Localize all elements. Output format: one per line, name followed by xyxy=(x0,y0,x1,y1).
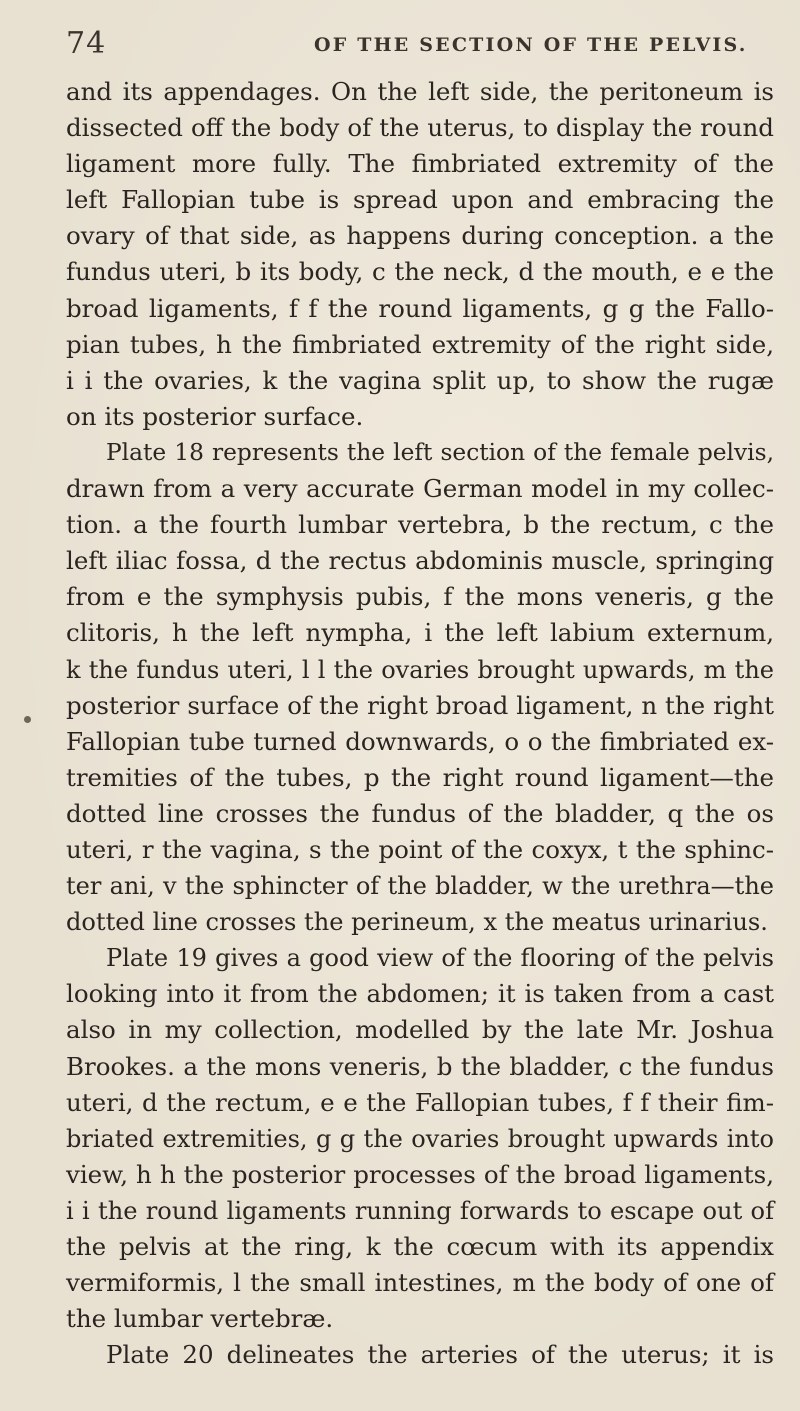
text-line: tion. a the fourth lumbar vertebra, b the rectum, c the xyxy=(66,510,774,540)
text-line: left iliac fossa, d the rectus abdominis muscle, springing xyxy=(66,546,774,576)
text-line: and its appendages. On the left side, the peritoneum is xyxy=(66,77,774,106)
text-line: uteri, d the rectum, e e the Fallopian tubes, f f their fim- xyxy=(66,1087,774,1117)
text-line: Fallopian tube turned downwards, o o the fimbriated ex- xyxy=(66,726,774,756)
text-line: also in my collection, modelled by the late Mr. Joshua xyxy=(66,1015,774,1045)
text-line: the pelvis at the ring, k the cœcum with its appendix xyxy=(66,1232,774,1261)
text-line: tremities of the tubes, p the right round ligament—the xyxy=(66,762,774,792)
text-line: drawn from a very accurate German model in my collec- xyxy=(66,474,774,504)
body-text xyxy=(66,74,774,1373)
text-line: ter ani, v the sphincter of the bladder, w the urethra—the xyxy=(66,872,774,901)
paragraph-start-line: Plate 20 delineates the arteries of the uterus; it is xyxy=(106,1340,774,1370)
page-number: 74 xyxy=(66,26,107,61)
running-head-title: OF THE SECTION OF THE PELVIS. xyxy=(314,34,748,56)
text-line: posterior surface of the right broad ligament, n the right xyxy=(66,690,774,720)
text-line: pian tubes, h the fimbriated extremity of the right side, xyxy=(66,329,774,359)
text-line: briated extremities, g g the ovaries brought upwards into xyxy=(66,1124,774,1153)
text-line: from e the symphysis pubis, f the mons veneris, g the xyxy=(66,582,774,612)
text-line: vermiformis, l the small intestines, m the body of one of xyxy=(66,1268,774,1298)
text-line: broad ligaments, f f the round ligaments, g g the Fallo- xyxy=(66,293,774,323)
text-line: i i the ovaries, k the vagina split up, to show the rugæ xyxy=(66,365,774,395)
running-head xyxy=(66,22,760,62)
text-line: view, h h the posterior processes of the broad ligaments, xyxy=(66,1159,774,1189)
text-line: clitoris, h the left nympha, i the left labium externum, xyxy=(66,618,774,648)
text-line: uteri, r the vagina, s the point of the coxyx, t the sphinc- xyxy=(66,834,774,864)
paragraph-start-line: Plate 18 represents the left section of the female pelvis, xyxy=(106,438,774,466)
text-line: fundus uteri, b its body, c the neck, d the mouth, e e the xyxy=(66,257,774,287)
text-line: dotted line crosses the perineum, x the meatus urinarius. xyxy=(66,908,768,937)
text-line: on its posterior surface. xyxy=(66,401,364,431)
text-line: Brookes. a the mons veneris, b the bladder, c the fundus xyxy=(66,1051,774,1081)
text-line: dissected off the body of the uterus, to display the round xyxy=(66,113,774,143)
text-line: i i the round ligaments running forwards to escape out of xyxy=(66,1196,774,1225)
text-line: the lumbar vertebræ. xyxy=(66,1304,334,1334)
text-line: dotted line crosses the fundus of the bladder, q the os xyxy=(66,798,774,828)
text-line: ligament more fully. The fimbriated extremity of the xyxy=(66,149,774,179)
text-line: looking into it from the abdomen; it is taken from a cast xyxy=(66,979,774,1009)
text-line: ovary of that side, as happens during conception. a the xyxy=(66,221,774,251)
text-line: left Fallopian tube is spread upon and embracing the xyxy=(66,185,774,215)
paragraph-start-line: Plate 19 gives a good view of the flooring of the pelvis xyxy=(106,944,774,973)
paper-speck xyxy=(24,716,31,723)
text-line: k the fundus uteri, l l the ovaries brought upwards, m the xyxy=(66,655,774,684)
